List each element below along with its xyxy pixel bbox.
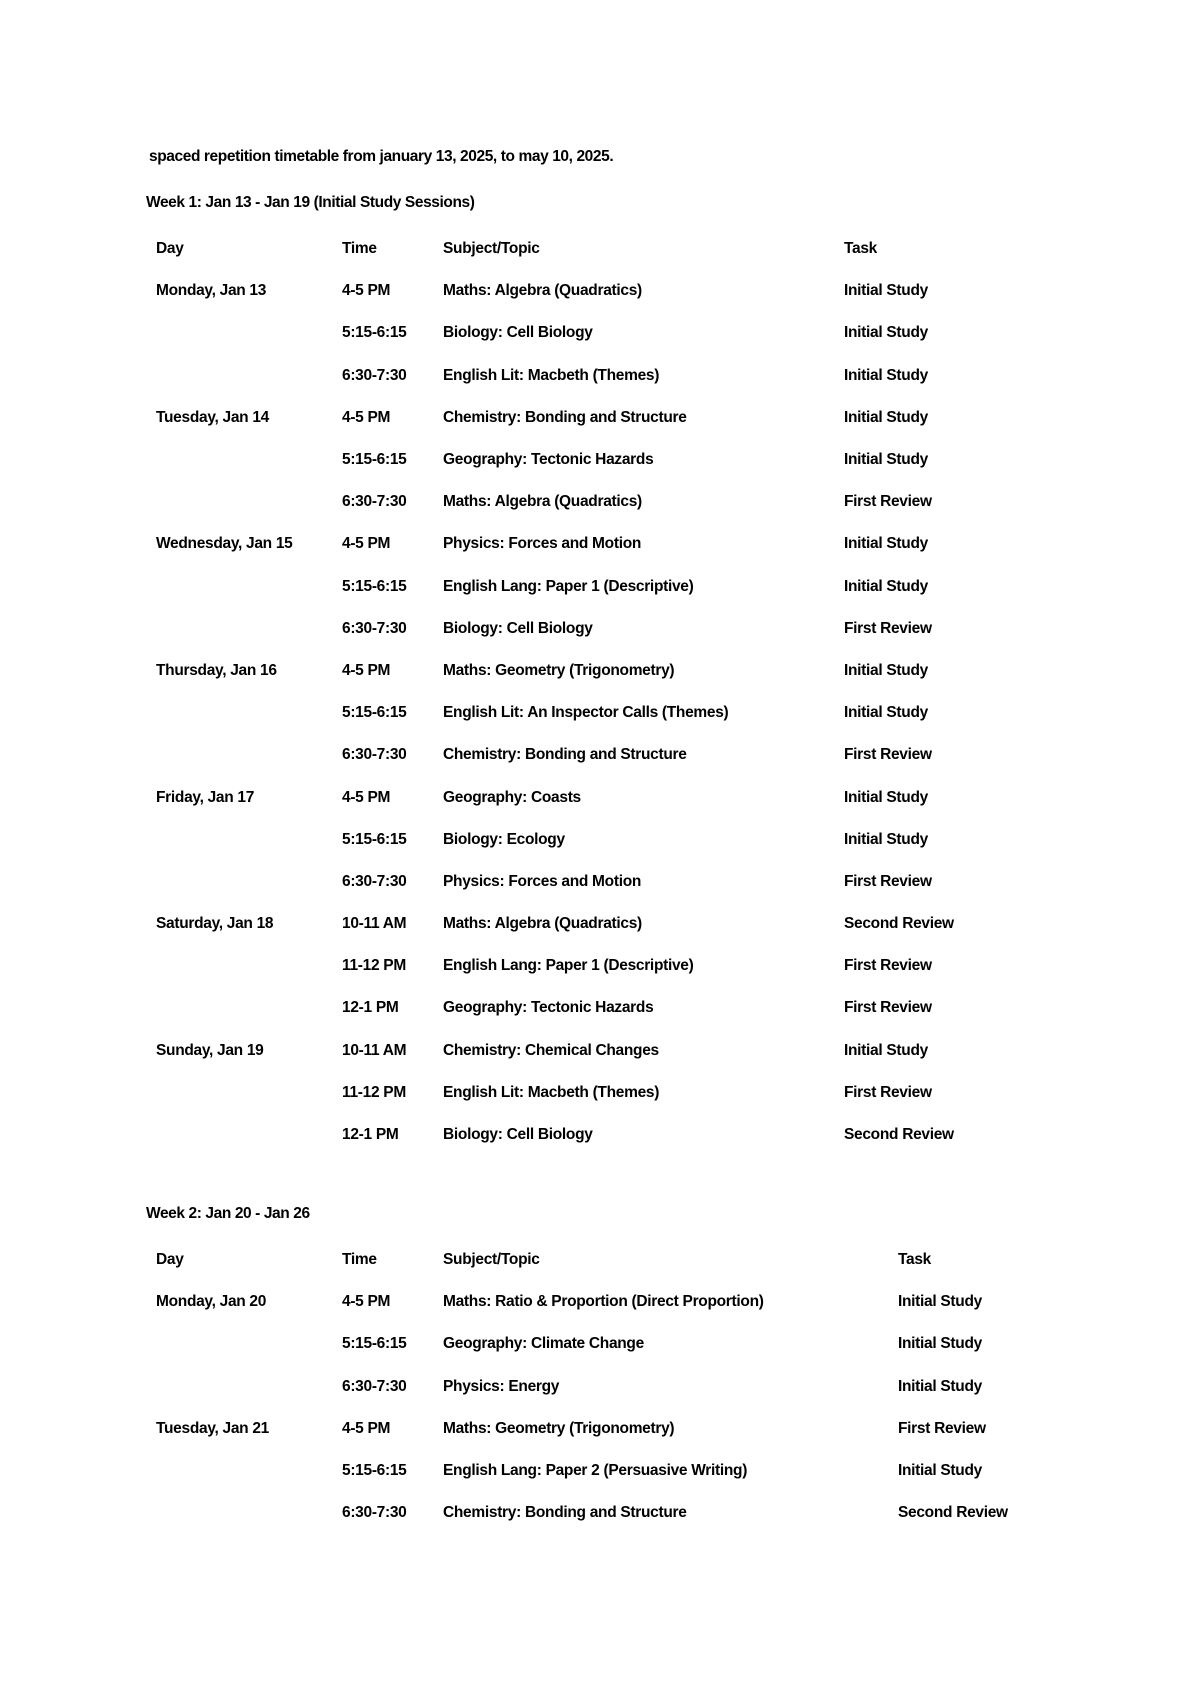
cell-time: 6:30-7:30 (342, 1377, 407, 1395)
cell-subject: Biology: Ecology (443, 830, 565, 848)
table-row (146, 355, 1034, 397)
cell-task: Initial Study (844, 577, 928, 595)
cell-time: 4-5 PM (342, 788, 391, 806)
cell-task: First Review (844, 493, 932, 511)
cell-subject: Geography: Coasts (443, 788, 581, 806)
table-row (146, 481, 1034, 523)
cell-day (146, 566, 332, 608)
cell-day: Monday, Jan 20 (156, 1293, 267, 1311)
cell-task: Initial Study (844, 408, 928, 426)
table-row (146, 903, 1034, 945)
cell-subject: Geography: Climate Change (443, 1335, 644, 1353)
cell-time: 6:30-7:30 (342, 366, 407, 384)
table-header-row (146, 228, 1034, 270)
cell-subject: English Lang: Paper 1 (Descriptive) (443, 957, 694, 975)
cell-day (146, 819, 332, 861)
cell-time: 5:15-6:15 (342, 1335, 407, 1353)
cell-time: 4-5 PM (342, 408, 391, 426)
cell-subject: Chemistry: Bonding and Structure (443, 1504, 687, 1522)
cell-time: 4-5 PM (342, 535, 391, 553)
cell-task: Second Review (898, 1504, 1008, 1522)
cell-day (146, 1450, 332, 1492)
table-row (146, 861, 1034, 903)
week-2-rows (146, 1281, 1088, 1534)
table-header-row (146, 1239, 1088, 1281)
cell-time: 11-12 PM (342, 957, 406, 975)
cell-subject: Maths: Algebra (Quadratics) (443, 915, 642, 933)
cell-day (146, 1492, 332, 1534)
cell-subject: Physics: Energy (443, 1377, 560, 1395)
week-1-section (146, 190, 1096, 1156)
header-subject: Subject/Topic (443, 1251, 540, 1269)
header-day: Day (156, 240, 184, 258)
cell-subject: English Lang: Paper 2 (Persuasive Writing) (443, 1462, 748, 1480)
cell-time: 4-5 PM (342, 282, 391, 300)
cell-subject: Biology: Cell Biology (443, 324, 593, 342)
table-row (146, 650, 1034, 692)
cell-task: Initial Study (898, 1335, 982, 1353)
cell-time: 12-1 PM (342, 1126, 399, 1144)
cell-day: Tuesday, Jan 21 (156, 1419, 269, 1437)
cell-day: Tuesday, Jan 14 (156, 408, 269, 426)
cell-task: Initial Study (844, 535, 928, 553)
table-row (146, 1072, 1034, 1114)
cell-task: First Review (844, 1083, 932, 1101)
cell-time: 6:30-7:30 (342, 746, 407, 764)
cell-subject: Biology: Cell Biology (443, 1126, 593, 1144)
cell-time: 10-11 AM (342, 915, 407, 933)
week-2-section (146, 1201, 1096, 1534)
cell-subject: English Lang: Paper 1 (Descriptive) (443, 577, 694, 595)
cell-day: Thursday, Jan 16 (156, 661, 277, 679)
cell-task: Initial Study (898, 1293, 982, 1311)
table-row (146, 1408, 1088, 1450)
cell-day (146, 608, 332, 650)
cell-time: 5:15-6:15 (342, 704, 407, 722)
table-row (146, 312, 1034, 354)
cell-time: 6:30-7:30 (342, 1504, 407, 1522)
week-2-table (146, 1239, 1088, 1534)
cell-subject: English Lit: An Inspector Calls (Themes) (443, 704, 729, 722)
cell-subject: English Lit: Macbeth (Themes) (443, 1083, 660, 1101)
header-time: Time (342, 1251, 377, 1269)
cell-day: Sunday, Jan 19 (156, 1041, 264, 1059)
cell-subject: Physics: Forces and Motion (443, 535, 642, 553)
cell-time: 6:30-7:30 (342, 619, 407, 637)
cell-task: Second Review (844, 1126, 954, 1144)
table-row (146, 439, 1034, 481)
header-task: Task (844, 240, 877, 258)
cell-subject: Physics: Forces and Motion (443, 872, 642, 890)
table-row (146, 776, 1034, 818)
table-row (146, 1281, 1088, 1323)
cell-day: Saturday, Jan 18 (156, 915, 274, 933)
cell-task: Initial Study (844, 788, 928, 806)
cell-day (146, 481, 332, 523)
week-1-table (146, 228, 1034, 1156)
cell-subject: Maths: Geometry (Trigonometry) (443, 661, 675, 679)
cell-task: Initial Study (844, 451, 928, 469)
cell-time: 12-1 PM (342, 999, 399, 1017)
cell-task: First Review (898, 1419, 986, 1437)
cell-day (146, 1366, 332, 1408)
table-row (146, 1030, 1034, 1072)
cell-task: First Review (844, 746, 932, 764)
cell-task: Initial Study (844, 1041, 928, 1059)
table-row (146, 945, 1034, 987)
intro-text: spaced repetition timetable from january 13, 2025, to may 10, 2025. (149, 148, 614, 165)
cell-task: Initial Study (844, 704, 928, 722)
cell-task: First Review (844, 872, 932, 890)
cell-task: Initial Study (898, 1377, 982, 1395)
header-subject: Subject/Topic (443, 240, 540, 258)
cell-time: 5:15-6:15 (342, 830, 407, 848)
cell-task: First Review (844, 619, 932, 637)
cell-day (146, 312, 332, 354)
cell-day (146, 1323, 332, 1365)
cell-day (146, 987, 332, 1029)
table-row (146, 1323, 1088, 1365)
table-row (146, 692, 1034, 734)
cell-time: 5:15-6:15 (342, 1462, 407, 1480)
table-row (146, 608, 1034, 650)
cell-task: First Review (844, 957, 932, 975)
cell-subject: Chemistry: Bonding and Structure (443, 408, 687, 426)
cell-subject: Geography: Tectonic Hazards (443, 451, 654, 469)
cell-day (146, 1072, 332, 1114)
cell-day (146, 439, 332, 481)
table-row (146, 270, 1034, 312)
cell-task: Initial Study (844, 661, 928, 679)
cell-time: 6:30-7:30 (342, 872, 407, 890)
table-row (146, 734, 1034, 776)
table-row (146, 1450, 1088, 1492)
table-row (146, 1366, 1088, 1408)
cell-task: First Review (844, 999, 932, 1017)
cell-subject: English Lit: Macbeth (Themes) (443, 366, 660, 384)
cell-time: 4-5 PM (342, 1293, 391, 1311)
cell-subject: Maths: Ratio & Proportion (Direct Proportion) (443, 1293, 764, 1311)
cell-task: Initial Study (844, 366, 928, 384)
cell-task: Initial Study (844, 324, 928, 342)
header-task: Task (898, 1251, 931, 1269)
cell-task: Initial Study (844, 282, 928, 300)
cell-day (146, 1114, 332, 1156)
cell-time: 4-5 PM (342, 1419, 391, 1437)
cell-subject: Chemistry: Bonding and Structure (443, 746, 687, 764)
cell-subject: Maths: Algebra (Quadratics) (443, 282, 642, 300)
cell-subject: Maths: Geometry (Trigonometry) (443, 1419, 675, 1437)
cell-time: 5:15-6:15 (342, 324, 407, 342)
cell-time: 5:15-6:15 (342, 577, 407, 595)
week-1-heading: Week 1: Jan 13 - Jan 19 (Initial Study Sessions) (146, 194, 475, 211)
week-2-heading: Week 2: Jan 20 - Jan 26 (146, 1205, 310, 1222)
cell-time: 5:15-6:15 (342, 451, 407, 469)
cell-task: Initial Study (898, 1462, 982, 1480)
table-row (146, 1492, 1088, 1534)
cell-day: Wednesday, Jan 15 (156, 535, 293, 553)
header-day: Day (156, 1251, 184, 1269)
table-row (146, 1114, 1034, 1156)
cell-subject: Geography: Tectonic Hazards (443, 999, 654, 1017)
cell-day: Monday, Jan 13 (156, 282, 267, 300)
week-1-rows (146, 270, 1034, 1156)
table-row (146, 819, 1034, 861)
cell-time: 11-12 PM (342, 1083, 406, 1101)
cell-task: Second Review (844, 915, 954, 933)
cell-task: Initial Study (844, 830, 928, 848)
cell-day (146, 945, 332, 987)
table-row (146, 397, 1034, 439)
table-row (146, 566, 1034, 608)
cell-subject: Maths: Algebra (Quadratics) (443, 493, 642, 511)
cell-subject: Chemistry: Chemical Changes (443, 1041, 659, 1059)
table-row (146, 523, 1034, 565)
cell-time: 4-5 PM (342, 661, 391, 679)
cell-subject: Biology: Cell Biology (443, 619, 593, 637)
header-time: Time (342, 240, 377, 258)
cell-day (146, 692, 332, 734)
cell-time: 10-11 AM (342, 1041, 407, 1059)
cell-day (146, 355, 332, 397)
table-row (146, 987, 1034, 1029)
cell-day (146, 734, 332, 776)
cell-day (146, 861, 332, 903)
cell-time: 6:30-7:30 (342, 493, 407, 511)
cell-day: Friday, Jan 17 (156, 788, 255, 806)
